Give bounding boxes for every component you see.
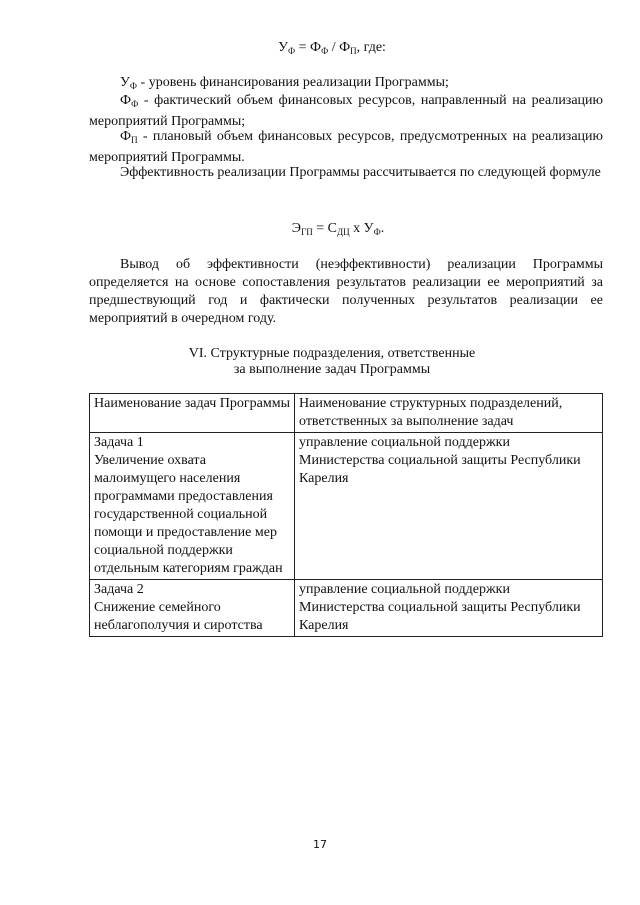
definition-text: - фактический объем финансовых ресурсов, направленный на реализацию мероприятий Программы; bbox=[89, 93, 603, 129]
table-header-cell: Наименование структурных подразделений, ответственных за выполнение задач bbox=[295, 394, 603, 433]
task-title: Задача 1 bbox=[94, 435, 144, 450]
formula-symbol: С bbox=[327, 221, 337, 236]
definition-subscript: Ф bbox=[129, 81, 138, 91]
efficiency-paragraph: Эффективность реализации Программы рассчитывается по следующей формуле bbox=[120, 165, 601, 180]
task-cell bbox=[90, 433, 295, 580]
section-heading-line1: VI. Структурные подразделения, ответственные bbox=[188, 346, 476, 361]
responsible-cell: управление социальной поддержки Министерства социальной защиты Республики Карелия bbox=[295, 433, 603, 580]
formula-operator: = bbox=[295, 40, 311, 55]
definition-symbol: У bbox=[120, 75, 130, 90]
formula-efficiency bbox=[18, 221, 640, 237]
table-header-row bbox=[90, 394, 603, 433]
formula-symbol: Ф bbox=[310, 40, 322, 55]
definition-text: - плановый объем финансовых ресурсов, предусмотренных на реализацию мероприятий Программы. bbox=[89, 129, 603, 165]
formula-subscript: ГП bbox=[301, 227, 313, 237]
definition-subscript: Ф bbox=[131, 99, 139, 109]
responsibility-table bbox=[89, 393, 603, 637]
formula-subscript: П bbox=[350, 46, 357, 56]
table-row bbox=[90, 580, 603, 637]
formula-subscript: Ф bbox=[287, 46, 296, 56]
formula-symbol: У bbox=[278, 40, 288, 55]
formula-subscript: Ф bbox=[373, 227, 381, 237]
formula-funding-level bbox=[12, 40, 640, 56]
task-description: Снижение семейного неблагополучия и сиротства bbox=[94, 600, 263, 633]
responsible-cell: управление социальной поддержки Министерства социальной защиты Республики Карелия bbox=[295, 580, 603, 637]
task-title: Задача 2 bbox=[94, 582, 144, 597]
definition-text: - уровень финансирования реализации Программы; bbox=[137, 75, 449, 90]
conclusion-paragraph: Вывод об эффективности (неэффективности) реализации Программы определяется на основе сопоставления результатов реализации ее мероприятий за предшествующий год и фактически полученных результатов реализации ее мероприятий в очередном году. bbox=[89, 257, 603, 326]
page-number: 17 bbox=[313, 838, 327, 851]
definition-fp bbox=[89, 128, 603, 167]
task-description: Увеличение охвата малоимущего населения программами предоставления государственной социальной помощи и предоставление мер социальной поддержки отдельным категориям граждан bbox=[94, 453, 283, 576]
definition-symbol: Ф bbox=[120, 129, 132, 144]
table-row bbox=[90, 433, 603, 580]
definition-ff bbox=[89, 92, 603, 131]
formula-symbol: У bbox=[363, 221, 374, 236]
formula-symbol: Э bbox=[291, 221, 302, 236]
definition-symbol: Ф bbox=[120, 93, 132, 108]
formula-subscript: ДЦ bbox=[337, 227, 350, 237]
formula-tail: . bbox=[380, 221, 385, 236]
formula-operator: = bbox=[312, 221, 328, 236]
section-heading-line2: за выполнение задач Программы bbox=[233, 362, 431, 377]
formula-symbol: Ф bbox=[339, 40, 351, 55]
formula-tail: , где: bbox=[356, 40, 386, 55]
table-header-cell: Наименование задач Программы bbox=[90, 394, 295, 433]
formula-operator: / bbox=[328, 40, 340, 55]
task-cell bbox=[90, 580, 295, 637]
formula-operator: х bbox=[349, 221, 364, 236]
definition-subscript: П bbox=[131, 135, 138, 145]
formula-subscript: Ф bbox=[321, 46, 329, 56]
